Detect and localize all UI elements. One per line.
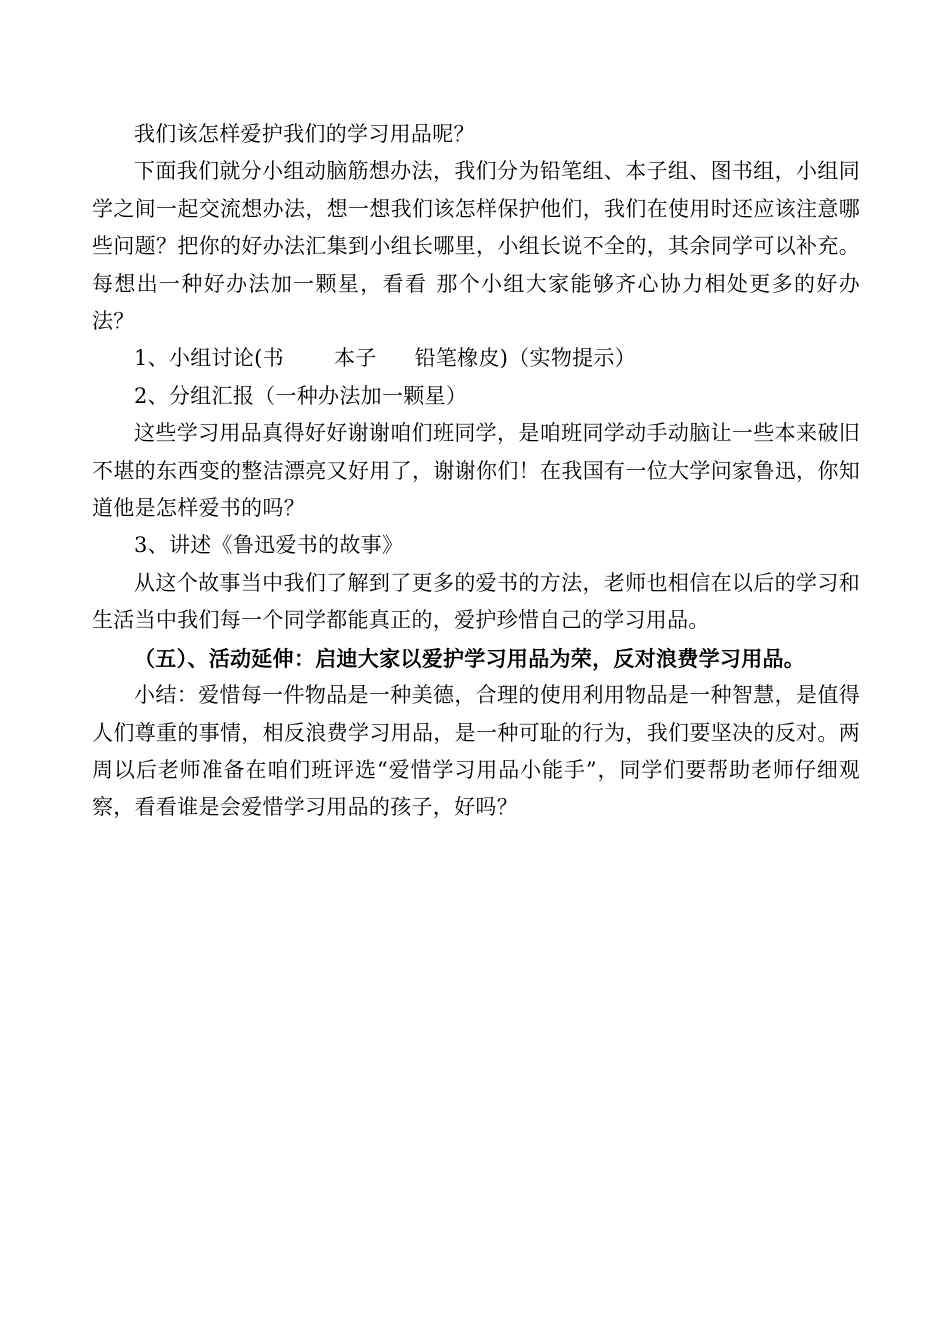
- paragraph-thanks: 这些学习用品真得好好谢谢咱们班同学，是咱班同学动手动脑让一些本来破旧不堪的东西变的整洁漂亮又好用了，谢谢你们！在我国有一位大学问家鲁迅，你知道他是怎样爱书的吗？: [92, 421, 860, 521]
- discussion-label: 1、小组讨论(书: [134, 346, 284, 371]
- paragraph-summary: 小结：爱惜每一件物品是一种美德，合理的使用利用物品是一种智慧，是值得人们尊重的事情，相反浪费学习用品，是一种可耻的行为，我们要坚决的反对。两周以后老师准备在咱们班评选“爱惜学习用品小能手”，同学们要帮助老师仔细观察，看看谁是会爱惜学习用品的孩子，好吗？: [92, 683, 860, 820]
- paragraph-group-method-text: 下面我们就分小组动脑筋想办法，我们分为铅笔组、本子组、图书组，小组同学之间一起交流想办法，想一想我们该怎样保护他们，我们在使用时还应该注意哪些问题？把你的好办法汇集到小组长哪里，小组长说不全的，其余同学可以补充。每想出一种好办法加一颗星，看看: [92, 159, 860, 296]
- paragraph-group-method-text-end: 那个小组大家能够齐心协力相处更多的好办法？: [92, 271, 860, 334]
- paragraph-story-lesson: 从这个故事当中我们了解到了更多的爱书的方法，老师也相信在以后的学习和生活当中我们每一个同学都能真正的，爱护珍惜自己的学习用品。: [92, 570, 860, 633]
- list-item-story: 3、讲述《鲁迅爱书的故事》: [134, 533, 404, 558]
- discussion-item-notebook: 本子: [333, 346, 377, 371]
- list-item-discussion: [92, 340, 860, 377]
- paragraph-group-method: [92, 153, 860, 340]
- discussion-item-pencil: 铅笔橡皮)（实物提示）: [414, 346, 637, 371]
- paragraph-question: 我们该怎样爱护我们的学习用品呢？: [134, 122, 475, 146]
- list-item-report: 2、分组汇报（一种办法加一颗星）: [134, 383, 468, 408]
- document-page: [92, 116, 860, 827]
- section-heading-extension: （五）、活动延伸：启迪大家以爱护学习用品为荣，反对浪费学习用品。: [134, 645, 806, 671]
